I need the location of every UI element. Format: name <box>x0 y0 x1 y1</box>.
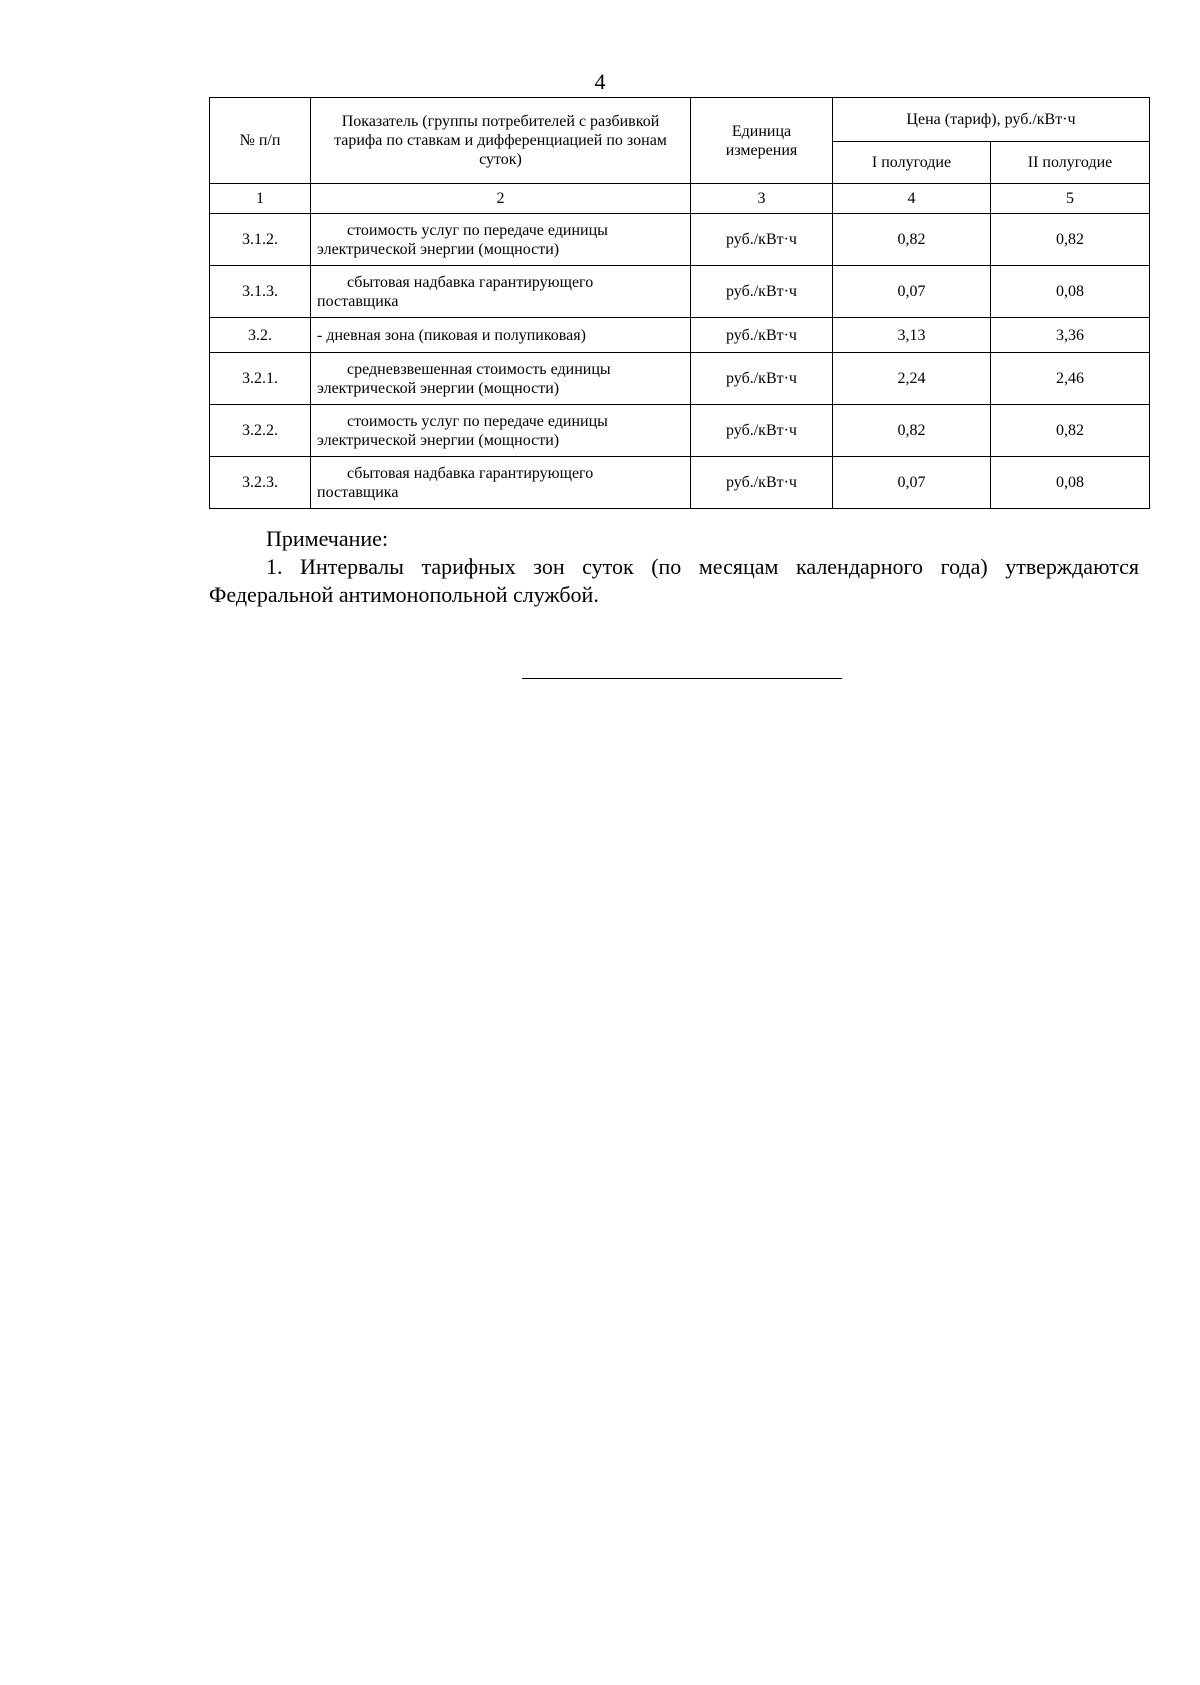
indicator-line-1: стоимость услуг по передаче единицы <box>347 412 608 430</box>
row-indicator <box>311 214 691 266</box>
row-unit: руб./кВт·ч <box>691 457 833 509</box>
header-unit: Единица измерения <box>691 98 833 184</box>
row-h1: 0,82 <box>833 405 991 457</box>
row-num: 3.2. <box>210 318 311 353</box>
row-indicator <box>311 266 691 318</box>
row-h2: 0,08 <box>991 266 1150 318</box>
table-row <box>210 353 1150 405</box>
note-title: Примечание: <box>266 526 389 551</box>
column-number: 3 <box>691 184 833 214</box>
indicator-line-1: средневзвешенная стоимость единицы <box>347 360 611 378</box>
row-indicator <box>311 318 691 353</box>
row-indicator <box>311 457 691 509</box>
header-half-1: I полугодие <box>833 142 991 184</box>
row-h1: 2,24 <box>833 353 991 405</box>
indicator-line-2: электрической энергии (мощности) <box>317 379 560 397</box>
column-number: 2 <box>311 184 691 214</box>
row-h2: 3,36 <box>991 318 1150 353</box>
indicator-line-1: стоимость услуг по передаче единицы <box>347 221 608 239</box>
row-num: 3.1.2. <box>210 214 311 266</box>
note-text: 1. Интервалы тарифных зон суток (по месяцам календарного года) утверждаются Федеральной антимонопольной службой. <box>209 554 1139 607</box>
table-row <box>210 457 1150 509</box>
header-half-2: II полугодие <box>991 142 1150 184</box>
row-unit: руб./кВт·ч <box>691 266 833 318</box>
page-number: 4 <box>594 69 606 94</box>
row-num: 3.1.3. <box>210 266 311 318</box>
row-h1: 0,07 <box>833 266 991 318</box>
indicator-line-2: поставщика <box>317 483 399 501</box>
table-row <box>210 318 1150 353</box>
indicator-line-1: сбытовая надбавка гарантирующего <box>347 273 594 291</box>
row-h2: 2,46 <box>991 353 1150 405</box>
row-h1: 0,07 <box>833 457 991 509</box>
row-unit: руб./кВт·ч <box>691 353 833 405</box>
header-num: № п/п <box>210 98 311 184</box>
row-h2: 0,08 <box>991 457 1150 509</box>
row-unit: руб./кВт·ч <box>691 405 833 457</box>
indicator-line-2: - дневная зона (пиковая и полупиковая) <box>317 326 586 344</box>
row-h1: 0,82 <box>833 214 991 266</box>
row-num: 3.2.1. <box>210 353 311 405</box>
table-row <box>210 214 1150 266</box>
row-num: 3.2.3. <box>210 457 311 509</box>
indicator-line-1: сбытовая надбавка гарантирующего <box>347 464 594 482</box>
table-row <box>210 266 1150 318</box>
header-price: Цена (тариф), руб./кВт·ч <box>833 98 1150 142</box>
column-number: 1 <box>210 184 311 214</box>
row-unit: руб./кВт·ч <box>691 214 833 266</box>
header-indicator: Показатель (группы потребителей с разбивкой тарифа по ставкам и дифференциацией по зонам суток) <box>311 98 691 184</box>
indicator-line-2: электрической энергии (мощности) <box>317 431 560 449</box>
tariff-table <box>209 97 1150 509</box>
indicator-line-2: поставщика <box>317 292 399 310</box>
column-number: 5 <box>991 184 1150 214</box>
row-h2: 0,82 <box>991 214 1150 266</box>
row-indicator <box>311 405 691 457</box>
row-num: 3.2.2. <box>210 405 311 457</box>
column-number: 4 <box>833 184 991 214</box>
row-indicator <box>311 353 691 405</box>
table-row <box>210 405 1150 457</box>
end-divider <box>522 678 842 679</box>
indicator-line-2: электрической энергии (мощности) <box>317 240 560 258</box>
row-h1: 3,13 <box>833 318 991 353</box>
row-unit: руб./кВт·ч <box>691 318 833 353</box>
row-h2: 0,82 <box>991 405 1150 457</box>
